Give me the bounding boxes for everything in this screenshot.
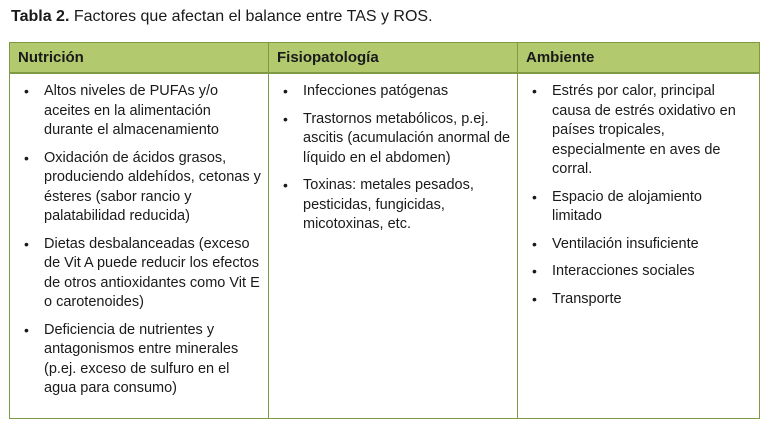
bullet-icon: • [532, 263, 537, 279]
list-item [18, 149, 262, 227]
nutricion-list [18, 82, 262, 399]
factors-table [9, 42, 760, 419]
ambiente-list [526, 82, 753, 309]
bullet-icon: • [283, 110, 288, 127]
list-item [526, 290, 753, 310]
list-item [526, 235, 753, 255]
bullet-icon: • [532, 235, 537, 252]
list-item [526, 188, 753, 227]
body-row [10, 73, 760, 419]
list-item-text: Dietas desbalanceadas (exceso de Vit A puede reducir los efectos de otros antioxidantes como Vit E o carotenoides) [44, 235, 260, 310]
list-item [277, 176, 511, 235]
bullet-icon: • [24, 235, 29, 252]
header-row [10, 43, 760, 74]
table-caption [11, 7, 433, 27]
list-item-text: Ventilación insuficiente [552, 235, 699, 252]
cell-nutricion [10, 73, 269, 419]
caption-text: Factores que afectan el balance entre TAS y ROS. [69, 8, 433, 25]
list-item-text: Infecciones patógenas [303, 83, 449, 99]
bullet-icon: • [283, 83, 288, 99]
list-item-text: Estrés por calor, principal causa de estrés oxidativo en países tropicales, especialmente en aves de corral. [552, 83, 736, 177]
cell-ambiente [518, 73, 760, 419]
list-item-text: Toxinas: metales pesados, pesticidas, fungicidas, micotoxinas, etc. [303, 177, 474, 232]
list-item-text: Deficiencia de nutrientes y antagonismos entre minerales (p.ej. exceso de sulfuro en el agua para consumo) [44, 321, 239, 396]
bullet-icon: • [24, 321, 29, 338]
list-item [18, 235, 262, 313]
list-item [277, 110, 511, 169]
header-nutricion: Nutrición [10, 43, 269, 74]
list-item-text: Espacio de alojamiento limitado [552, 188, 702, 224]
bullet-icon: • [24, 83, 29, 99]
list-item-text: Trastornos metabólicos, p.ej. ascitis (acumulación anormal de líquido en el abdomen) [303, 110, 511, 166]
header-ambiente: Ambiente [518, 43, 760, 74]
list-item-text: Altos niveles de PUFAs y/o aceites en la alimentación durante el almacenamiento [44, 83, 219, 138]
caption-label: Tabla 2. [11, 8, 70, 25]
list-item [18, 321, 262, 399]
bullet-icon: • [24, 149, 29, 166]
list-item-text: Transporte [552, 290, 622, 307]
list-item [526, 262, 753, 282]
list-item-text: Interacciones sociales [552, 263, 695, 279]
bullet-icon: • [532, 83, 537, 99]
bullet-icon: • [283, 177, 288, 193]
list-item [18, 82, 262, 141]
bullet-icon: • [532, 188, 537, 205]
fisiopatologia-list [277, 82, 511, 235]
header-fisiopatologia: Fisiopatología [269, 43, 518, 74]
list-item [277, 82, 511, 102]
bullet-icon: • [532, 290, 537, 307]
list-item-text: Oxidación de ácidos grasos, produciendo aldehídos, cetonas y ésteres (sabor rancio y palatabilidad reducida) [44, 149, 261, 224]
cell-fisiopatologia [269, 73, 518, 419]
list-item [526, 82, 753, 180]
